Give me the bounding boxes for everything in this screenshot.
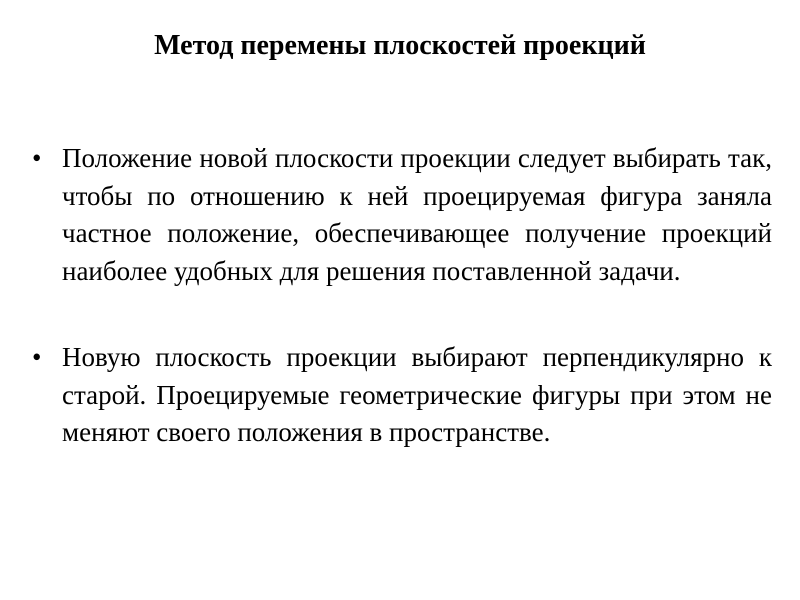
bullet-text: Положение новой плоскости проекции следует выбирать так, чтобы по отношению к ней проецируемая фигура заняла частное положение, обеспечивающее получение проекций наиболее удобных для решения поставленной задачи. <box>62 143 772 286</box>
bullet-item-positioning <box>30 140 772 290</box>
bullet-item-perpendicular <box>30 339 772 452</box>
bullet-text: Новую плоскость проекции выбирают перпендикулярно к старой. Проецируемые геометрические фигуры при этом не меняют своего положения в пространстве. <box>62 342 772 447</box>
bullet-marker: • <box>32 342 42 372</box>
bullet-list <box>30 140 772 501</box>
slide-title: Метод перемены плоскостей проекций <box>154 30 646 61</box>
bullet-marker: • <box>32 143 42 173</box>
